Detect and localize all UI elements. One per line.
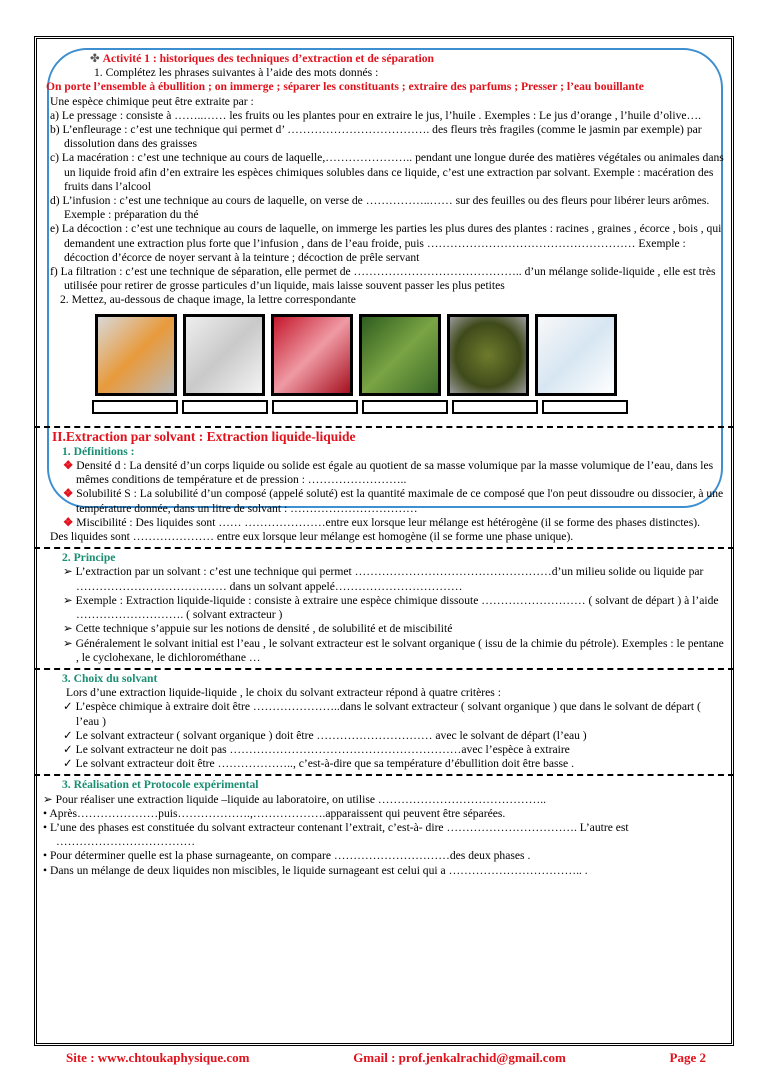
answer-box[interactable] [362, 400, 448, 414]
answer-boxes [92, 400, 726, 414]
def-miscibilite: ❖ Miscibilité : Des liquides sont …… …………………entre eux lorsque leur mélange est hétérogène (il se forme des phases distinctes). [63, 515, 700, 529]
def-homogene: Des liquides sont ………………… entre eux lorsque leur mélange est homogène (il se forme une phase unique). [50, 530, 574, 544]
item-b: b) L’enfleurage : c’est une technique qui permet d’ ………………………………. des fleurs très fragiles (comme le jasmin par exemple) par dissolution dans des graisses [50, 123, 702, 151]
maceration-photo [271, 314, 353, 396]
definitions-title: 1. Définitions : [62, 444, 135, 458]
photo-row [95, 314, 726, 396]
footer [66, 1050, 706, 1066]
principe-title: 2. Principe [62, 551, 116, 565]
realisation-title: 3. Réalisation et Protocole expérimental [62, 778, 259, 792]
section-2-title: II.Extraction par solvant : Extraction liquide-liquide [52, 428, 356, 444]
critere-2: ✓ Le solvant extracteur ( solvant organique ) doit être ………………………… avec le solvant de départ (l’eau ) [63, 728, 587, 742]
item-d: d) L’infusion : c’est une technique au cours de laquelle, on verse de ……………..…… sur des feuilles ou des fleurs pour libérer leurs arômes. Exemple : préparation du thé [50, 194, 710, 222]
realisation-2: • Après…………………puis……………….,……………….apparaissent qui peuvent être séparées. [43, 806, 506, 820]
realisation-3: • L’une des phases est constituée du solvant extracteur contenant l’extrait, c’est-à- dire ……………………………. L’autre est ……………………………… [43, 820, 629, 849]
answer-box[interactable] [452, 400, 538, 414]
principe-4: ➢ Généralement le solvant initial est l’eau , le solvant extracteur est le solvant organique ( issu de la chimie du pétrole). Exemples : le pentane , le cyclohexane, le dichlorométhane … [63, 636, 724, 664]
activity-title: Activité 1 : historiques des techniques d’extraction et de séparation [102, 52, 434, 65]
principe-2: ➢ Exemple : Extraction liquide-liquide : consiste à extraire une espèce chimique dissoute ……………………… ( solvant de départ ) à l’aide ………………………. ( solvant extracteur ) [63, 593, 719, 622]
item-f: f) La filtration : c’est une technique de séparation, elle permet de …………………………………….. d’un mélange solide-liquide , elle est très utilisée pour retirer de grosse particules d’un liquide, mais laisse souvent passer les plus petites [50, 265, 716, 293]
question-1: 1. Complétez les phrases suivantes à l’aide des mots donnés : [94, 66, 379, 80]
critere-1: ✓ L’espèce chimique à extraire doit être …………………..dans le solvant extracteur ( solvant organique ) que dans le solvant de départ ( l’eau ) [63, 700, 701, 728]
pressing-photo [95, 314, 177, 396]
realisation-1: ➢ Pour réaliser une extraction liquide –liquide au laboratoire, on utilise …………………………………….. [43, 792, 547, 806]
critere-3: ✓ Le solvant extracteur ne doit pas ……………………………………………………avec l’espèce à extraire [63, 742, 570, 756]
decoction-photo [447, 314, 529, 396]
page-content [42, 52, 726, 878]
def-solubilite: ❖ Solubilité S : La solubilité d’un composé (appelé soluté) est la quantité maximale de ce composé que l'on peut dissoudre ou dissocier, à une température donnée, dans un litre de solvant : …………………………… [63, 487, 724, 515]
question-2: 2. Mettez, au-dessous de chaque image, la lettre correspondante [60, 293, 356, 307]
divider [34, 426, 734, 428]
answer-box[interactable] [92, 400, 178, 414]
principe-3: ➢ Cette technique s’appuie sur les notions de densité , de solubilité et de miscibilité [63, 622, 453, 636]
filtration-diagram [535, 314, 617, 396]
answer-box[interactable] [272, 400, 358, 414]
def-densite: ❖ Densité d : La densité d’un corps liquide ou solide est égale au quotient de sa masse volumique par la masse volumique de l’eau, dans les mêmes conditions de température et de pression : …………………….. [63, 459, 714, 487]
item-c: c) La macération : c’est une technique au cours de laquelle,………………….. pendant une longue durée des matières végétales ou animales dans un liquide froid afin d’en extraire les espèces chimiques solubles dans ce liquide, c’est une extraction par solvant. Exemple : macération des fruits dans l’alcool [50, 151, 724, 193]
item-e: e) La décoction : c’est une technique au cours de laquelle, on immerge les parties les plus dures des plantes : racines , graines , écorce , bois , qui demandent une extraction plus forte que l’infusion , dans de l’eau froide, puis ……………………………………………… Exemple : décoction d’écorce de noyer servant à la teinture ; décoction de prêle servant [50, 222, 722, 264]
enfleurage-photo [183, 314, 265, 396]
realisation-5: • Dans un mélange de deux liquides non miscibles, le liquide surnageant est celui qui a …………………………….. . [43, 863, 588, 877]
principe-1: ➢ L’extraction par un solvant : c’est une technique qui permet ……………………………………………d’un milieu solide ou liquide par ………………………………… dans un solvant appelé…………………………… [63, 565, 704, 593]
pin-icon: ✤ [90, 52, 100, 65]
infusion-photo [359, 314, 441, 396]
answer-box[interactable] [542, 400, 628, 414]
answer-box[interactable] [182, 400, 268, 414]
footer-site[interactable]: Site : www.chtoukaphysique.com [66, 1050, 250, 1065]
realisation-4: • Pour déterminer quelle est la phase surnageante, on compare …………………………des deux phases . [43, 849, 531, 863]
choix-intro: Lors d’une extraction liquide-liquide , le choix du solvant extracteur répond à quatre critères : [66, 686, 501, 700]
divider [34, 668, 734, 670]
divider [34, 774, 734, 776]
critere-4: ✓ Le solvant extracteur doit être ……………….., c’est-à-dire que sa température d’ébullition doit être basse . [63, 757, 574, 771]
intro: Une espèce chimique peut être extraite par : [50, 94, 254, 108]
divider [34, 547, 734, 549]
footer-gmail[interactable]: Gmail : prof.jenkalrachid@gmail.com [353, 1050, 566, 1065]
word-bank: On porte l’ensemble à ébullition ; on immerge ; séparer les constituants ; extraire des parfums ; Presser ; l’eau bouillante [46, 80, 644, 94]
choix-title: 3. Choix du solvant [62, 671, 158, 685]
item-a: a) Le pressage : consiste à ……..…… les fruits ou les plantes pour en extraire le jus, l’huile . Exemples : Le jus d’orange , l’huile d’olive…. [50, 108, 702, 122]
footer-page: Page 2 [669, 1050, 706, 1065]
